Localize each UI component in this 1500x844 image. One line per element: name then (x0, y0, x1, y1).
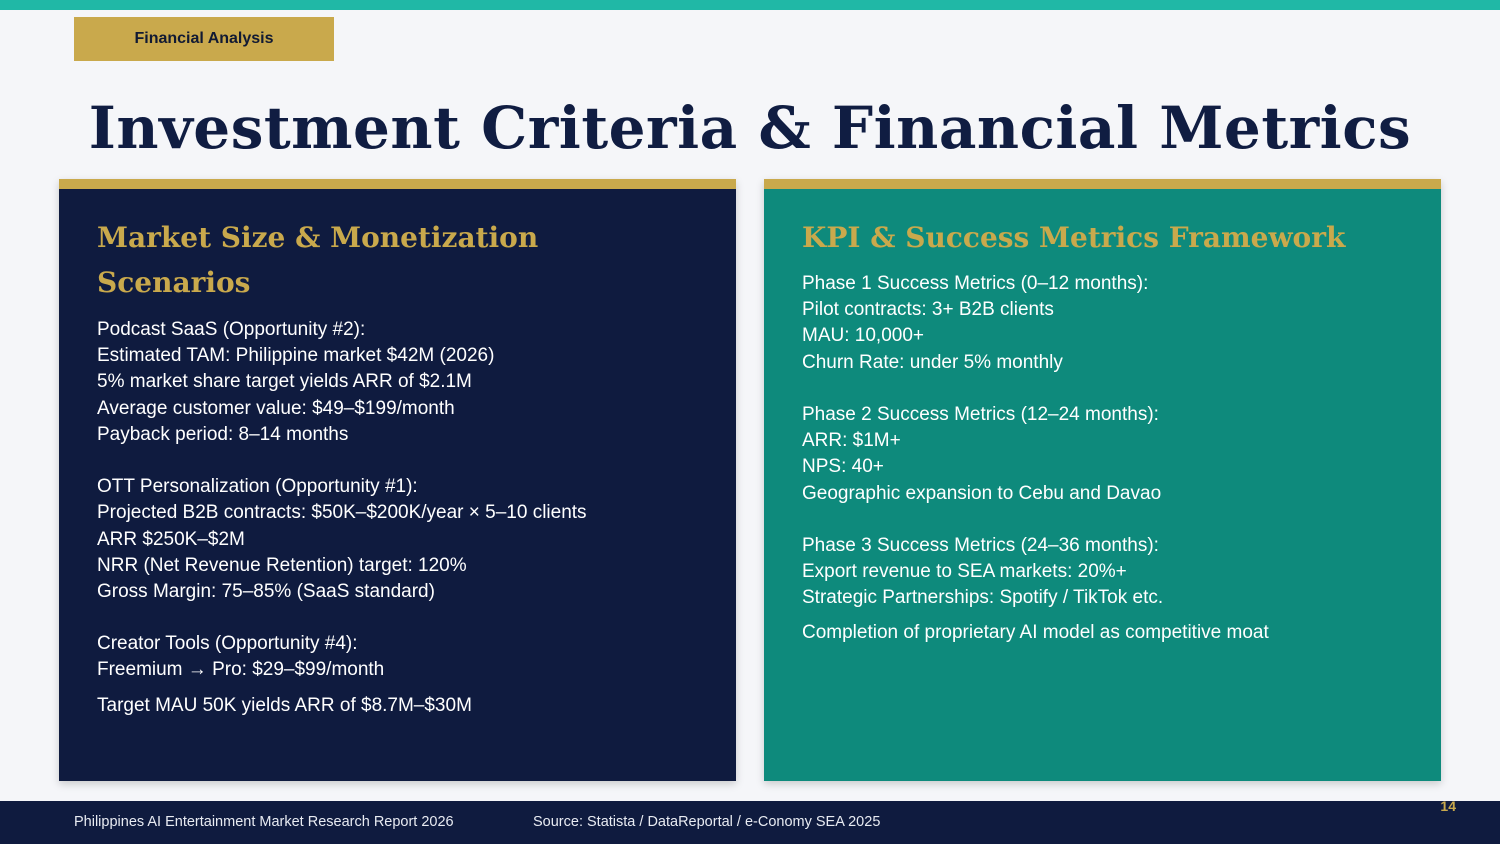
body-line: Completion of proprietary AI model as competitive moat (802, 622, 1269, 644)
kpi-framework-card (764, 179, 1441, 781)
body-line: Geographic expansion to Cebu and Davao (802, 482, 1162, 504)
body-spacer (802, 376, 1422, 402)
body-line: Projected B2B contracts: $50K–$200K/year × 5–10 clients (97, 502, 587, 524)
body-line: ARR: $1M+ (802, 430, 901, 452)
card-accent-bar (59, 179, 736, 189)
body-line: Phase 1 Success Metrics (0–12 months): (802, 273, 1149, 294)
card-title: KPI & Success Metrics Framework (802, 221, 1346, 254)
body-line: Freemium → Pro: $29–$99/month (97, 659, 385, 681)
body-line: Target MAU 50K yields ARR of $8.7M–$30M (97, 694, 472, 716)
body-line: NRR (Net Revenue Retention) target: 120% (97, 554, 467, 576)
card-accent-bar (764, 179, 1441, 189)
body-spacer (97, 605, 717, 631)
footer-report-title: Philippines AI Entertainment Market Research Report 2026 (74, 814, 454, 830)
card-body (97, 317, 717, 719)
body-line: Phase 2 Success Metrics (12–24 months): (802, 403, 1159, 425)
body-line: OTT Personalization (Opportunity #1): (97, 476, 418, 498)
body-line: Estimated TAM: Philippine market $42M (2026) (97, 345, 495, 367)
body-line: Podcast SaaS (Opportunity #2): (97, 319, 366, 340)
body-line: 5% market share target yields ARR of $2.1M (97, 371, 472, 393)
body-line: Creator Tools (Opportunity #4): (97, 633, 358, 655)
market-size-card (59, 179, 736, 781)
body-line: Average customer value: $49–$199/month (97, 397, 455, 419)
body-line: Gross Margin: 75–85% (SaaS standard) (97, 580, 435, 602)
body-line: Churn Rate: under 5% monthly (802, 351, 1063, 373)
body-line: Payback period: 8–14 months (97, 423, 349, 445)
page-number: 14 (1440, 798, 1456, 814)
body-spacer (97, 448, 717, 474)
body-line: Pilot contracts: 3+ B2B clients (802, 299, 1054, 321)
body-spacer (802, 507, 1422, 533)
footer-bar (0, 798, 1500, 844)
body-line: ARR $250K–$2M (97, 528, 245, 550)
card-body (802, 271, 1422, 647)
page-title: Investment Criteria & Financial Metrics (88, 94, 1412, 162)
section-tag: Financial Analysis (74, 17, 334, 61)
body-line: MAU: 10,000+ (802, 325, 924, 347)
top-accent-bar (0, 0, 1500, 10)
body-line: Strategic Partnerships: Spotify / TikTok etc. (802, 587, 1164, 609)
footer-source: Source: Statista / DataReportal / e-Conomy SEA 2025 (533, 814, 881, 830)
body-line: Export revenue to SEA markets: 20%+ (802, 561, 1127, 583)
body-line: Phase 3 Success Metrics (24–36 months): (802, 534, 1159, 556)
card-title: Market Size & Monetization Scenarios (97, 221, 539, 299)
body-line: NPS: 40+ (802, 456, 884, 478)
